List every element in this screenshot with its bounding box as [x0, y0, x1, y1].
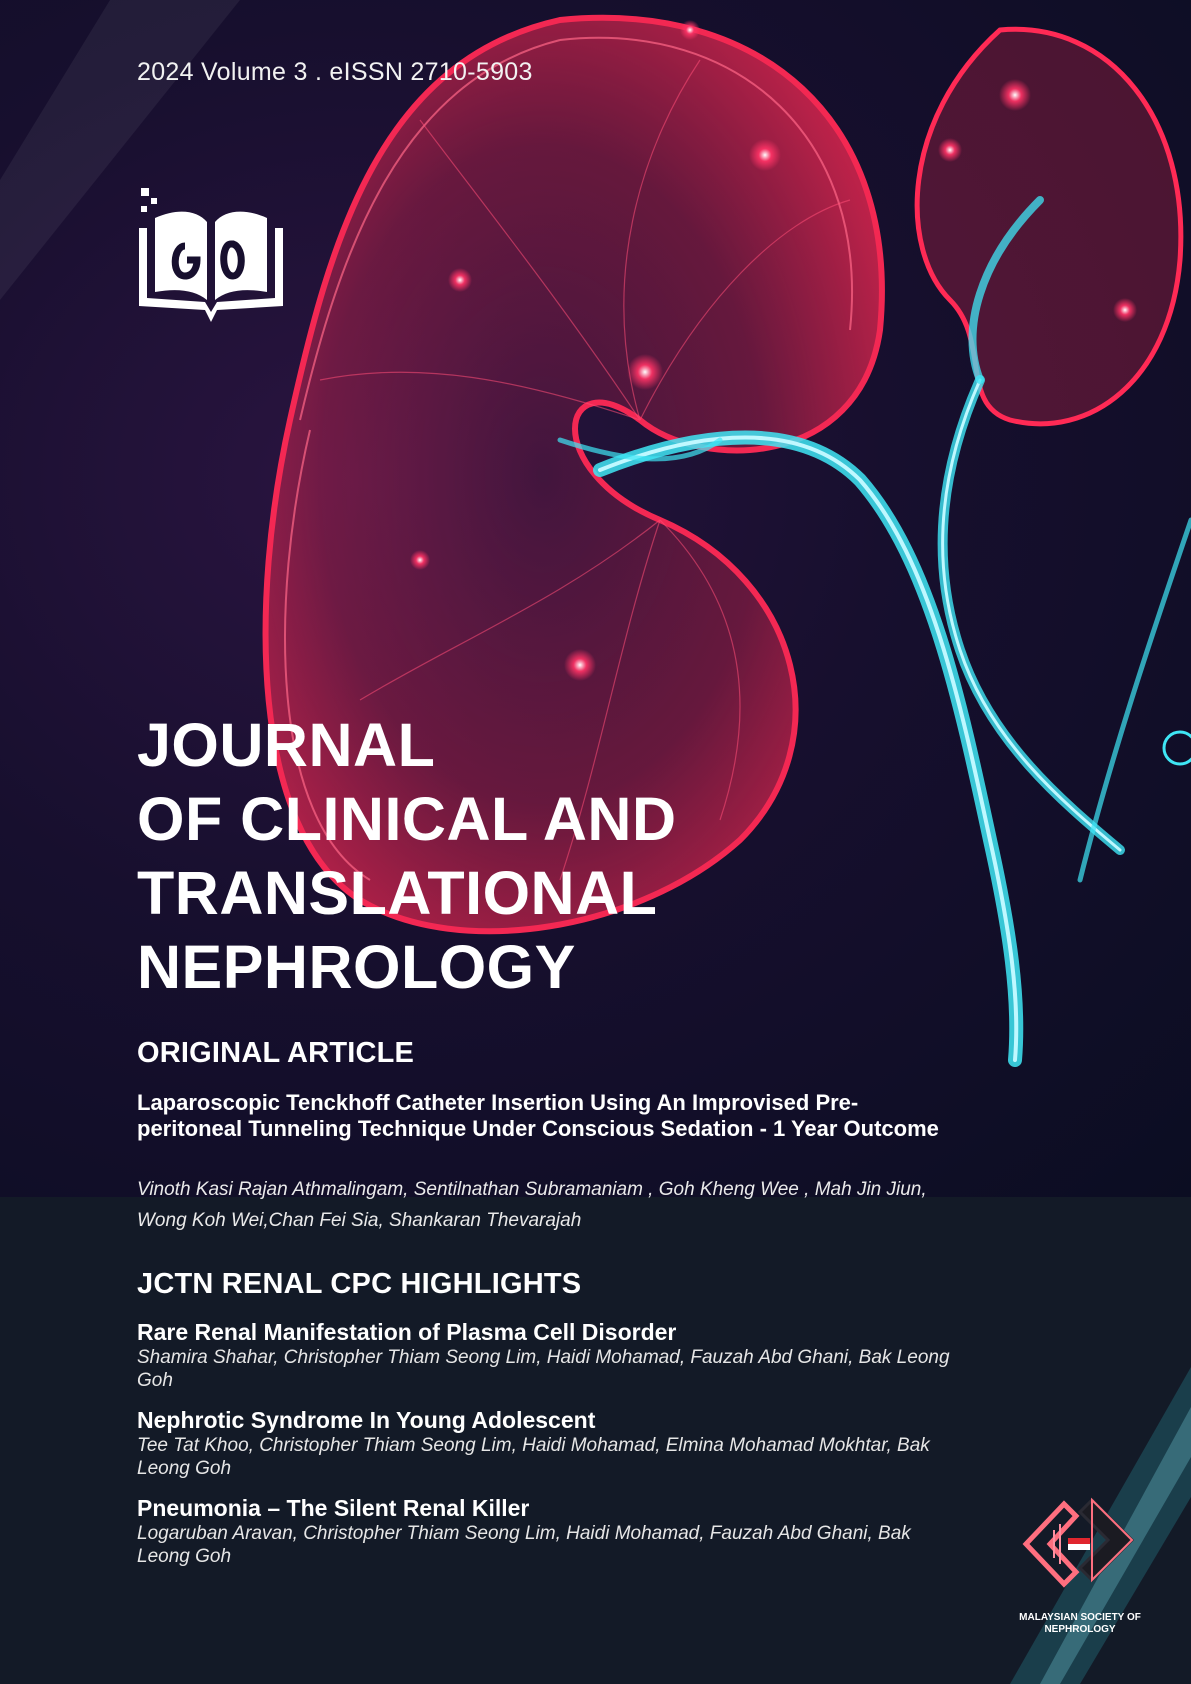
- publisher-name: MALAYSIAN SOCIETY OF NEPHROLOGY: [1019, 1612, 1141, 1635]
- issn-volume-line: 2024 Volume 3 . eISSN 2710-5903: [137, 58, 533, 86]
- journal-title: [137, 708, 677, 1004]
- original-article-authors: Vinoth Kasi Rajan Athmalingam, Sentilnathan Subramaniam , Goh Kheng Wee , Mah Jin Jiun, Wong Koh Wei,Chan Fei Sia, Shankaran Thevarajah: [137, 1179, 927, 1231]
- journal-title-line: NEPHROLOGY: [137, 933, 576, 1001]
- cyan-ring: [1164, 732, 1191, 764]
- highlights-heading: JCTN RENAL CPC HIGHLIGHTS: [137, 1268, 582, 1300]
- small-kidney-shape: [917, 29, 1181, 423]
- highlight-item: [137, 1318, 957, 1392]
- journal-title-line: TRANSLATIONAL: [137, 859, 658, 927]
- highlight-title: Pneumonia – The Silent Renal Killer: [137, 1495, 530, 1521]
- journal-title-line: OF CLINICAL AND: [137, 785, 677, 853]
- open-book-logo-icon: [137, 188, 285, 322]
- highlight-authors: Shamira Shahar, Christopher Thiam Seong Lim, Haidi Mohamad, Fauzah Abd Ghani, Bak Leong Goh: [137, 1347, 950, 1391]
- highlight-title: Nephrotic Syndrome In Young Adolescent: [137, 1407, 596, 1433]
- highlight-item: [137, 1494, 957, 1568]
- kidney-diamond-logo-icon: [1020, 1494, 1140, 1594]
- highlight-title: Rare Renal Manifestation of Plasma Cell Disorder: [137, 1319, 677, 1345]
- original-article-title: Laparoscopic Tenckhoff Catheter Insertion Using An Improvised Pre-peritoneal Tunneling Technique Under Conscious Sedation - 1 Year Outcome: [137, 1090, 939, 1141]
- highlight-authors: Logaruban Aravan, Christopher Thiam Seong Lim, Haidi Mohamad, Fauzah Abd Ghani, Bak Leong Goh: [137, 1523, 911, 1567]
- highlight-authors: Tee Tat Khoo, Christopher Thiam Seong Lim, Haidi Mohamad, Elmina Mohamad Mokhtar, Bak Leong Goh: [137, 1435, 930, 1479]
- original-article-heading: ORIGINAL ARTICLE: [137, 1037, 415, 1069]
- highlight-item: [137, 1406, 957, 1480]
- journal-title-line: JOURNAL: [137, 711, 436, 779]
